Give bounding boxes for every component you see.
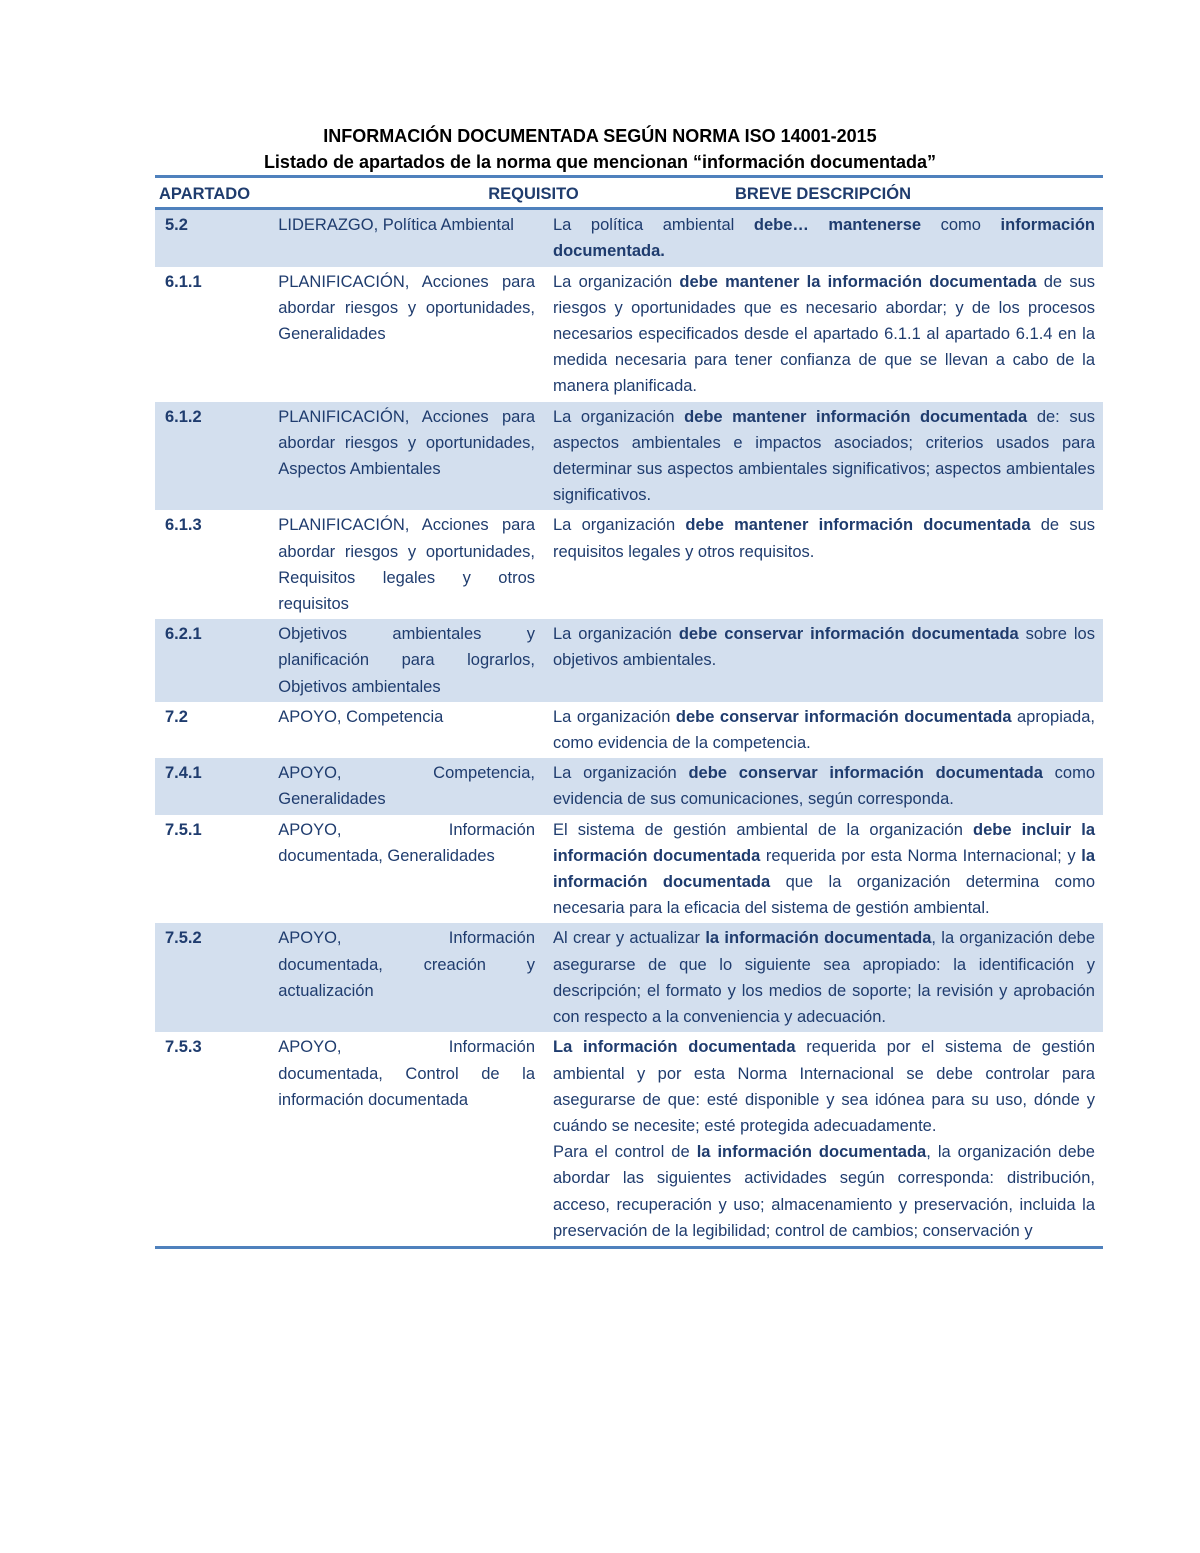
description-text: de sus requisitos legales y otros requisitos. <box>553 516 1096 561</box>
table-header-row <box>155 177 1103 209</box>
description-emphasis: debe conservar información documentada <box>675 707 1012 726</box>
cell-descripcion <box>543 702 1103 758</box>
description-text: La organización <box>553 764 689 783</box>
cell-requisito: APOYO, Competencia <box>278 707 444 726</box>
cell-descripcion <box>543 209 1103 267</box>
description-emphasis: la información documentada <box>553 846 1095 892</box>
description-text: requerida por el sistema de gestión ambiental y por esta Norma Internacional se debe controlar para asegurarse de que: esté disponible y sea idónea para su uso, dónde y cuándo se necesite; esté protegida adecuadamente. <box>553 1038 1095 1135</box>
cell-apartado: 5.2 <box>155 209 268 267</box>
header-apartado: APARTADO <box>155 177 268 209</box>
document-title: INFORMACIÓN DOCUMENTADA SEGÚN NORMA ISO 14001-2015 <box>323 126 877 146</box>
table-row <box>155 402 1103 511</box>
cell-descripcion <box>543 923 1103 1032</box>
cell-apartado: 7.5.2 <box>155 923 268 1032</box>
cell-requisito: APOYO, Información documentada, Control de la información documentada <box>268 1032 543 1247</box>
document-subtitle: Listado de apartados de la norma que mencionan “información documentada” <box>263 152 937 172</box>
cell-requisito: APOYO, Información documentada, creación y actualización <box>268 923 543 1032</box>
table-body <box>155 209 1103 1248</box>
description-text: sobre los objetivos ambientales. <box>553 625 1095 670</box>
cell-descripcion <box>543 758 1103 814</box>
cell-descripcion <box>543 510 1103 619</box>
cell-descripcion <box>543 402 1103 511</box>
description-emphasis: la información documentada <box>705 929 932 948</box>
table-row <box>155 923 1103 1032</box>
requirements-table <box>155 175 1103 1249</box>
table-row <box>155 510 1103 619</box>
cell-descripcion <box>543 267 1103 402</box>
description-text: La política ambiental <box>553 216 754 235</box>
table-row <box>155 267 1103 402</box>
cell-apartado: 7.4.1 <box>155 758 268 814</box>
cell-apartado: 7.2 <box>165 707 188 726</box>
cell-apartado: 6.2.1 <box>155 619 268 702</box>
table-row <box>155 619 1103 702</box>
table-row <box>155 209 1103 267</box>
description-text: El sistema de gestión ambiental de la organización <box>553 820 974 839</box>
description-text: Al crear y actualizar <box>553 929 706 948</box>
cell-requisito: PLANIFICACIÓN, Acciones para abordar riesgos y oportunidades, Requisitos legales y otros requisitos <box>278 516 535 614</box>
description-emphasis: debe incluir la información documentada <box>553 820 1095 865</box>
header-requisito: REQUISITO <box>268 177 543 209</box>
description-text: La organización <box>553 516 686 535</box>
description-emphasis: debe conservar información documentada <box>688 764 1043 783</box>
description-text: requerida por esta Norma Internacional; y <box>760 846 1082 865</box>
cell-descripcion <box>543 619 1103 702</box>
cell-requisito: PLANIFICACIÓN, Acciones para abordar riesgos y oportunidades, Aspectos Ambientales <box>268 402 543 511</box>
cell-requisito: APOYO, Competencia, Generalidades <box>268 758 543 814</box>
description-text: La organización <box>553 272 680 291</box>
description-emphasis: debe mantener información documentada <box>684 407 1028 426</box>
description-text: apropiada, como evidencia de la competencia. <box>553 707 1095 753</box>
cell-apartado: 6.1.2 <box>155 402 268 511</box>
cell-apartado: 7.5.1 <box>165 820 202 839</box>
description-text: que la organización determina como necesaria para la eficacia del sistema de gestión ambiental. <box>553 873 1095 918</box>
cell-apartado: 6.1.3 <box>165 516 202 535</box>
description-emphasis: debe mantener la información documentada <box>679 272 1037 291</box>
description-text: como <box>921 216 1001 235</box>
description-emphasis: debe… mantenerse <box>753 216 922 235</box>
cell-apartado: 6.1.1 <box>165 272 202 291</box>
cell-apartado: 7.5.3 <box>155 1032 268 1247</box>
cell-requisito: Objetivos ambientales y planificación para lograrlos, Objetivos ambientales <box>268 619 543 702</box>
description-emphasis: La información documentada <box>553 1038 796 1057</box>
description-text: La organización <box>553 407 685 426</box>
description-emphasis: información documentada. <box>553 216 1095 261</box>
description-emphasis: debe conservar información documentada <box>678 625 1019 644</box>
description-text: , la organización debe asegurarse de que lo siguiente sea apropiado: la identificación y descripción; el formato y los medios de soporte; la revisión y aprobación con respecto a la conveniencia y adecuación. <box>553 929 1096 1027</box>
cell-descripcion <box>543 815 1103 924</box>
description-emphasis: debe mantener información documentada <box>685 516 1031 535</box>
table-row <box>155 1032 1103 1247</box>
cell-requisito: PLANIFICACIÓN, Acciones para abordar riesgos y oportunidades, Generalidades <box>278 272 535 344</box>
cell-descripcion <box>543 1032 1103 1247</box>
description-text: La organización <box>553 625 679 644</box>
table-row <box>155 815 1103 924</box>
table-row <box>155 758 1103 814</box>
description-text: Para el control de <box>553 1143 697 1162</box>
description-emphasis: la información documentada <box>696 1143 927 1162</box>
description-text: como evidencia de sus comunicaciones, según corresponda. <box>553 764 1095 809</box>
description-text: La organización <box>553 707 676 726</box>
description-text: de: sus aspectos ambientales e impactos asociados; criterios usados para determinar sus aspectos ambientales significativos; aspectos ambientales significativos. <box>553 407 1095 505</box>
table-row <box>155 702 1103 758</box>
cell-requisito: LIDERAZGO, Política Ambiental <box>268 209 543 267</box>
cell-requisito: APOYO, Información documentada, Generalidades <box>278 820 535 865</box>
header-descripcion: BREVE DESCRIPCIÓN <box>543 177 1103 209</box>
description-text: , la organización debe abordar las siguientes actividades según corresponda: distribución, acceso, recuperación y uso; almacenamiento y preservación, incluida la preservación de la legibilidad; control de cambios; conservación y <box>553 1143 1095 1240</box>
description-text: de sus riesgos y oportunidades que es necesario abordar; y de los procesos necesarios especificados desde el apartado 6.1.1 al apartado 6.1.4 en la medida necesaria para tener confianza de que se llevan a cabo de la manera planificada. <box>553 272 1095 396</box>
